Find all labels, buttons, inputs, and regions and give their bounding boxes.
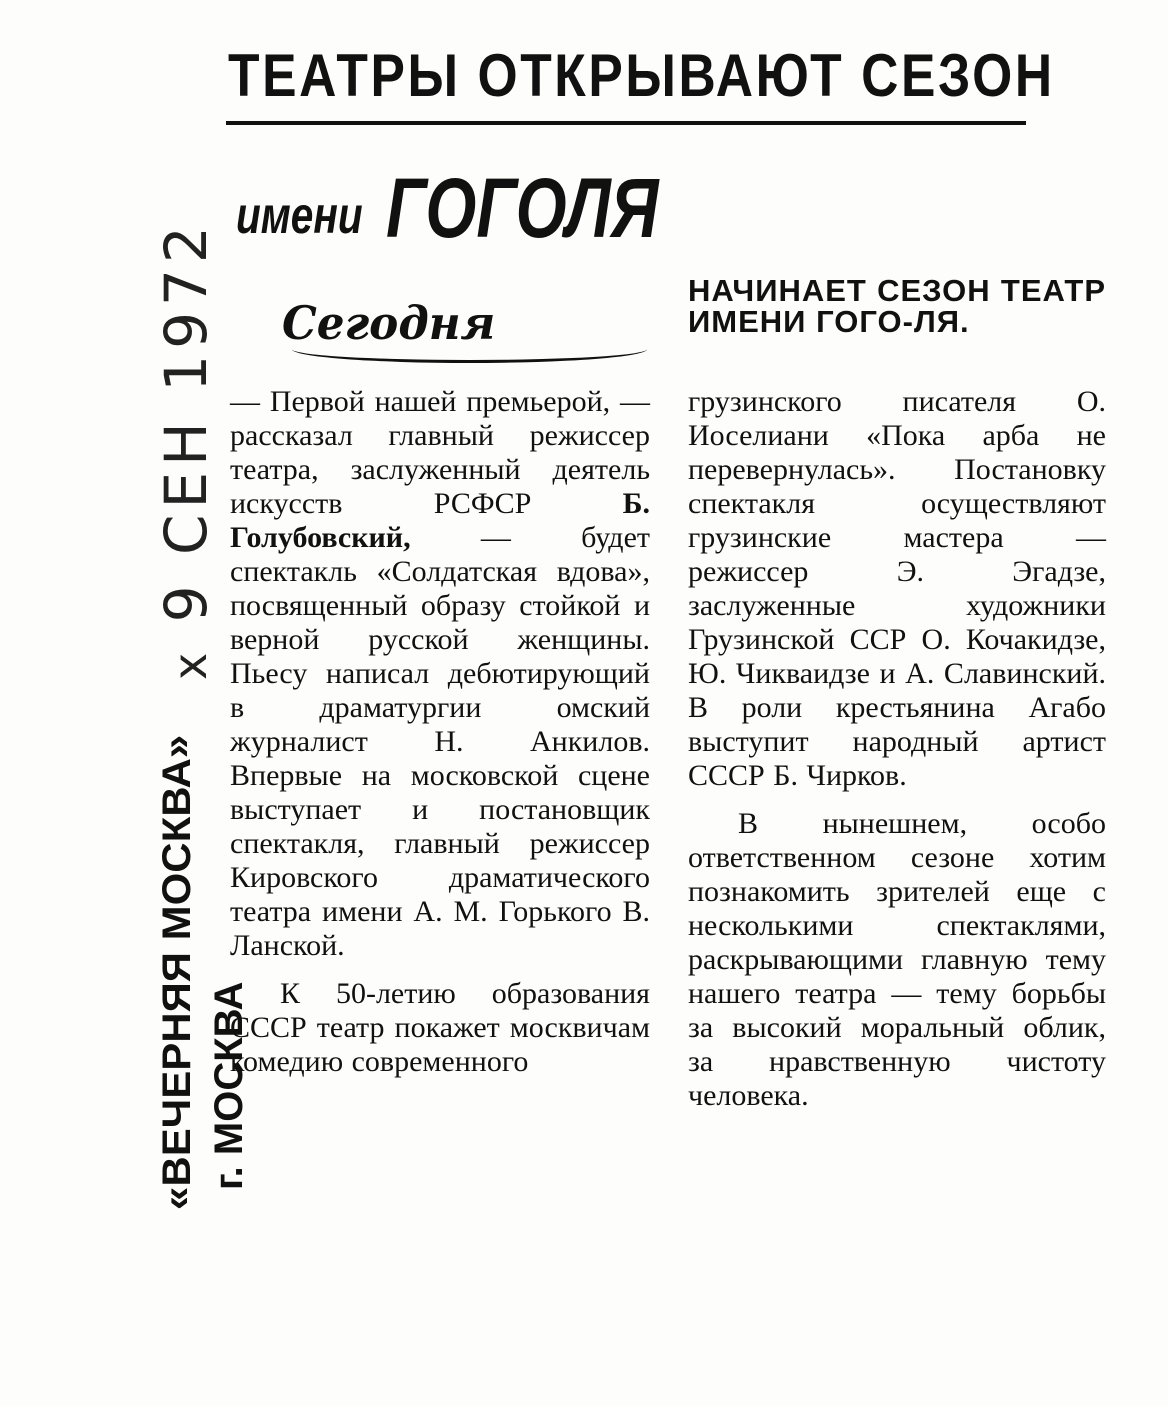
left-paragraph-1-text-cont: — будет спектакль «Солдатская вдова», посвященный образу стойкой и верной русской женщины. Пьесу написал дебютирующий в драматургии омский журналист Н. Анкилов. Впервые на московской сцене выступает и постановщик спектакля, главный режиссер Кировского драматического театра имени А. М. Горького В. Ланской. [230, 521, 650, 962]
right-paragraph-1 [688, 385, 1106, 793]
subheading-small: имени [236, 187, 363, 245]
lead-heading: НАЧИНАЕТ СЕЗОН ТЕАТР ИМЕНИ ГОГО-ЛЯ. [688, 273, 1106, 339]
actor-name: Б. Чирков. [773, 759, 907, 792]
right-paragraph-2: В нынешнем, особо ответственном сезоне хотим познакомить зрителей еще с несколькими спектаклями, раскрывающими главную тему нашего театра — тему борьбы за высокий моральный облик, за нравственную чистоту человека. [688, 807, 1106, 1112]
left-paragraph-1 [230, 385, 650, 963]
headline-rule [226, 121, 1026, 125]
subheading [236, 160, 659, 257]
subheading-big: ГОГОЛЯ [386, 161, 659, 255]
director-name: Б. Голубовский, [230, 487, 650, 554]
left-paragraph-1-text: — Первой нашей премьерой, — рассказал главный режиссер театра, заслуженный деятель искусств РСФСР [230, 385, 650, 520]
publication-stamp [155, 734, 251, 1210]
headline: ТЕАТРЫ ОТКРЫВАЮТ СЕЗОН [228, 42, 1055, 109]
right-column [688, 385, 1106, 1113]
stamp-city: г. МОСКВА [207, 981, 251, 1190]
stamp-date-prefix: x [163, 646, 217, 680]
handwritten-underline [292, 346, 647, 363]
handwritten-title: Сегодня [282, 296, 496, 350]
right-paragraph-1-text: грузинского писателя О. Иоселиани «Пока арба не перевернулась». Постановку спектакля осуществляют грузинские мастера — режиссер Э. Эгадзе, заслуженные художники Грузинской ССР О. Кочакидзе, Ю. Чикваидзе и А. Славинский. В роли крестьянина Агабо выступит народный артист СССР [688, 385, 1106, 792]
stamp-publication: «ВЕЧЕРНЯЯ МОСКВА» [155, 734, 199, 1210]
stamp-date-value: 9 СЕН 1972 [152, 220, 220, 623]
left-column [230, 385, 650, 1079]
left-paragraph-2: К 50-летию образования СССР театр покажет москвичам комедию современного [230, 977, 650, 1078]
stamp-date [152, 220, 220, 680]
